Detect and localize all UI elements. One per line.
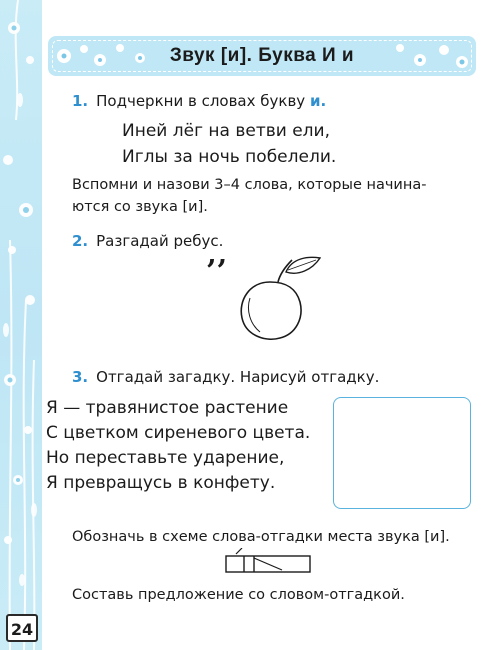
word-scheme-diagram bbox=[224, 548, 314, 578]
riddle-line: Но переставьте ударение, bbox=[46, 448, 285, 468]
task3-riddle bbox=[46, 396, 310, 496]
task3-instruction: Отгадай загадку. Нарисуй отгадку. bbox=[96, 368, 380, 386]
task1-heading bbox=[72, 92, 326, 110]
task1-letter: и. bbox=[309, 92, 327, 110]
drawing-answer-box[interactable] bbox=[333, 397, 471, 509]
poem-line: Иней лёг на ветви ели, bbox=[122, 121, 330, 141]
title-banner bbox=[48, 36, 476, 76]
task2-heading bbox=[72, 232, 223, 250]
riddle-line: Я превращусь в конфету. bbox=[46, 473, 276, 493]
task1-poem bbox=[122, 118, 336, 170]
scheme-instruction: Обозначь в схеме слова-отгадки места звука [и]. bbox=[72, 529, 450, 545]
page-number: 24 bbox=[6, 614, 38, 642]
task2-number: 2. bbox=[72, 232, 89, 250]
recall-line: Вспомни и назови 3–4 слова, которые начина- bbox=[72, 177, 427, 193]
floral-stems-decoration bbox=[0, 0, 42, 650]
riddle-line: Я — травянистое растение bbox=[46, 398, 289, 418]
page-title: Звук [и]. Буква И и bbox=[169, 45, 355, 66]
task2-instruction: Разгадай ребус. bbox=[96, 232, 224, 250]
decorative-side-strip bbox=[0, 0, 42, 650]
task3-number: 3. bbox=[72, 368, 89, 386]
sentence-instruction: Составь предложение со словом-отгадкой. bbox=[72, 587, 405, 603]
plum-icon bbox=[230, 252, 340, 352]
task1-number: 1. bbox=[72, 92, 89, 110]
task1-recall-text bbox=[72, 174, 426, 218]
task3-heading bbox=[72, 368, 379, 386]
sound-scheme[interactable] bbox=[224, 548, 314, 582]
rebus-quotes: ’’ bbox=[206, 254, 227, 289]
recall-line: ются со звука [и]. bbox=[72, 199, 208, 215]
riddle-line: С цветком сиреневого цвета. bbox=[46, 423, 311, 443]
poem-line: Иглы за ночь побелели. bbox=[122, 147, 337, 167]
task1-instruction: Подчеркни в словах букву bbox=[96, 92, 306, 110]
